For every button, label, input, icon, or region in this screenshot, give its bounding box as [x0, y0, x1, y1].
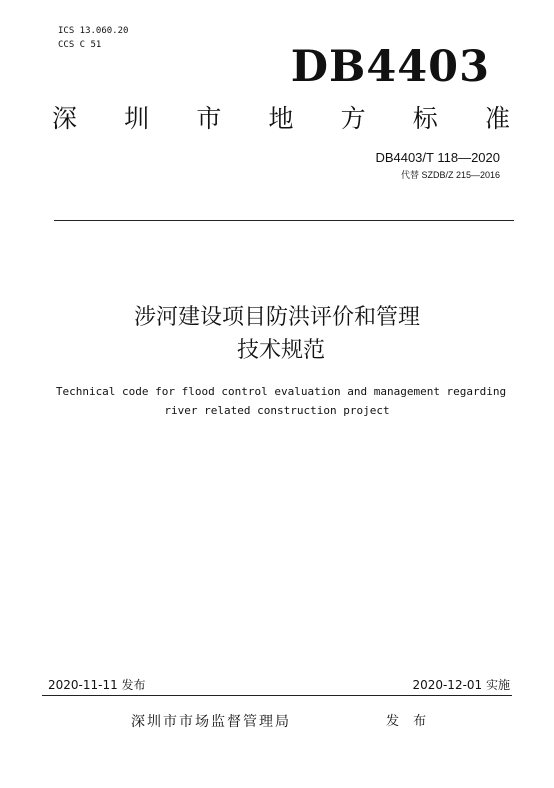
standard-type-char: 圳 — [124, 104, 150, 133]
standard-type-char: 市 — [196, 104, 222, 133]
implement-date: 2020-12-01 实施 — [412, 678, 510, 692]
title-en-line2: river related construction project — [164, 404, 390, 417]
standard-type-char: 准 — [484, 104, 510, 133]
standard-type-char: 方 — [340, 104, 366, 133]
footer-divider — [42, 695, 512, 696]
standard-type-char: 深 — [52, 104, 78, 133]
issue-label: 发 布 — [386, 714, 432, 729]
standard-logo: DB4403 — [290, 42, 490, 92]
ics-code: ICS 13.060.20 — [58, 26, 129, 36]
issuing-authority: 深圳市市场监督管理局 — [131, 714, 291, 730]
title-zh-line2: 技术规范 — [236, 338, 325, 363]
standard-type — [52, 103, 510, 135]
standard-type-char: 地 — [268, 104, 294, 133]
standard-type-char: 标 — [412, 104, 438, 133]
publish-date: 2020-11-11 发布 — [48, 678, 146, 692]
title-en-line1: Technical code for flood control evaluation and management regarding — [55, 385, 507, 398]
ccs-code: CCS C 51 — [58, 40, 102, 50]
standard-number: DB4403/T 118—2020 — [375, 150, 500, 165]
header-divider — [54, 220, 514, 221]
title-zh-line1: 涉河建设项目防洪评价和管理 — [133, 305, 420, 330]
replaces-note: 代替 SZDB/Z 215—2016 — [400, 170, 500, 180]
